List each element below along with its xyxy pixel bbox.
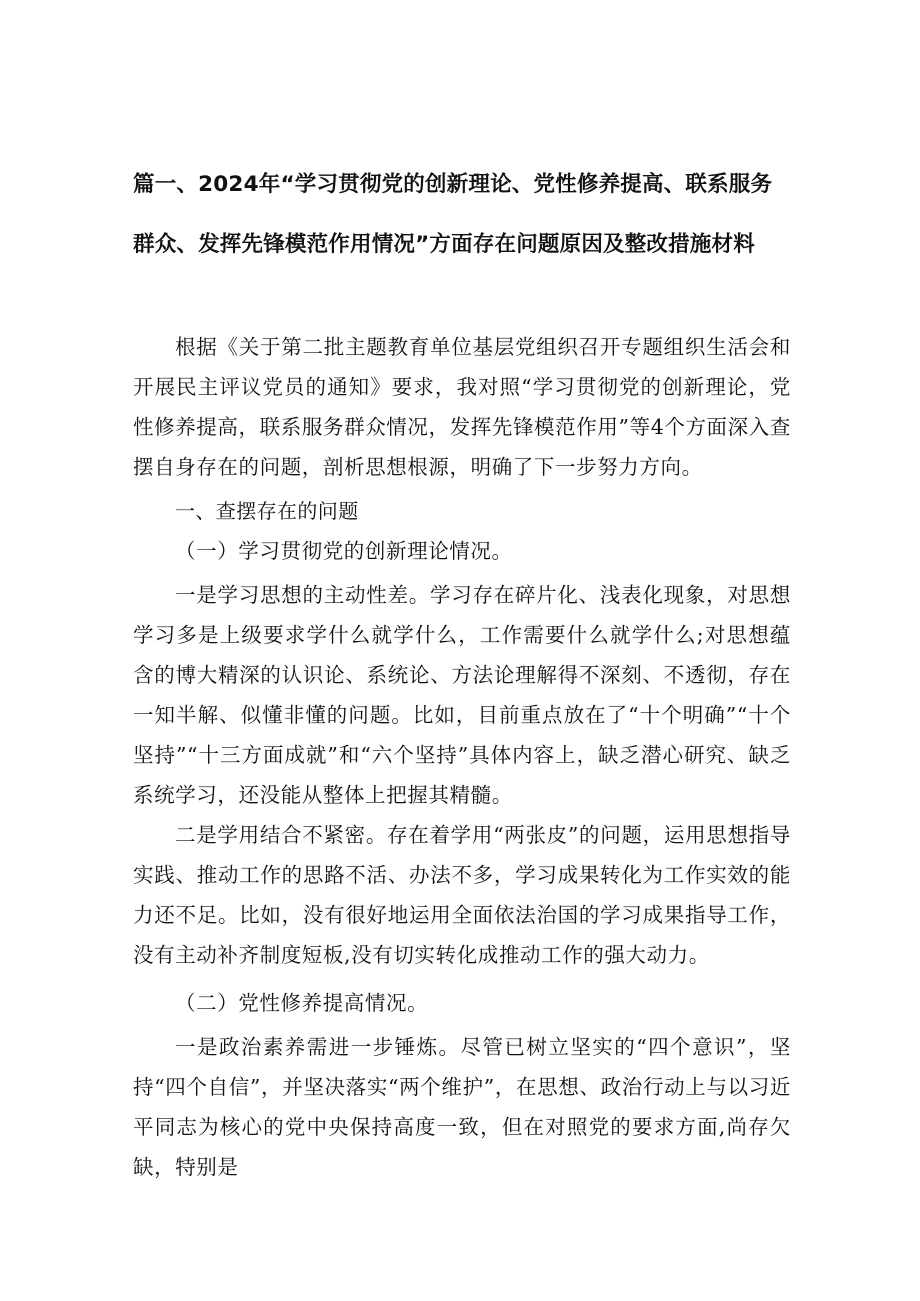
paragraph-party-spirit-1: 一是政治素养需进一步锤炼。尽管已树立坚实的“四个意识”，坚持“四个自信”，并坚决落实“两个维护”，在思想、政治行动上与以习近平同志为核心的党中央保持高度一致，但在对照党的要求方面,尚存欠缺，特别是 xyxy=(133,1035,791,1179)
subsection-heading-party-spirit: （二）党性修养提高情况。 xyxy=(175,991,429,1015)
section-heading-problems: 一、查摆存在的问题 xyxy=(175,499,359,523)
paragraph-theory-2: 二是学用结合不紧密。存在着学用“两张皮”的问题，运用思想指导实践、推动工作的思路不活、办法不多，学习成果转化为工作实效的能力还不足。比如，没有很好地运用全面依法治国的学习成果指导工作，没有主动补齐制度短板,没有切实转化成推动工作的强大动力。 xyxy=(133,823,791,967)
document-body xyxy=(133,327,791,1187)
paragraph-theory-1: 一是学习思想的主动性差。学习存在碎片化、浅表化现象，对思想学习多是上级要求学什么就学什么，工作需要什么就学什么;对思想蕴含的博大精深的认识论、系统论、方法论理解得不深刻、不透彻，存在一知半解、似懂非懂的问题。比如，目前重点放在了“十个明确”“十个坚持”“十三方面成就”和“六个坚持”具体内容上，缺乏潜心研究、缺乏系统学习，还没能从整体上把握其精髓。 xyxy=(133,583,791,807)
intro-paragraph: 根据《关于第二批主题教育单位基层党组织召开专题组织生活会和开展民主评议党员的通知》要求，我对照“学习贯彻党的创新理论，党性修养提高，联系服务群众情况，发挥先锋模范作用”等4个方面深入查摆自身存在的问题，剖析思想根源，明确了下一步努力方向。 xyxy=(133,335,791,479)
document-title-line-1: 篇一、2024年“学习贯彻党的创新理论、党性修养提高、联系服务 xyxy=(133,172,773,197)
document-title-line-2: 群众、发挥先锋模范作用情况”方面存在问题原因及整改措施材料 xyxy=(133,232,755,257)
subsection-heading-theory: （一）学习贯彻党的创新理论情况。 xyxy=(175,539,513,563)
